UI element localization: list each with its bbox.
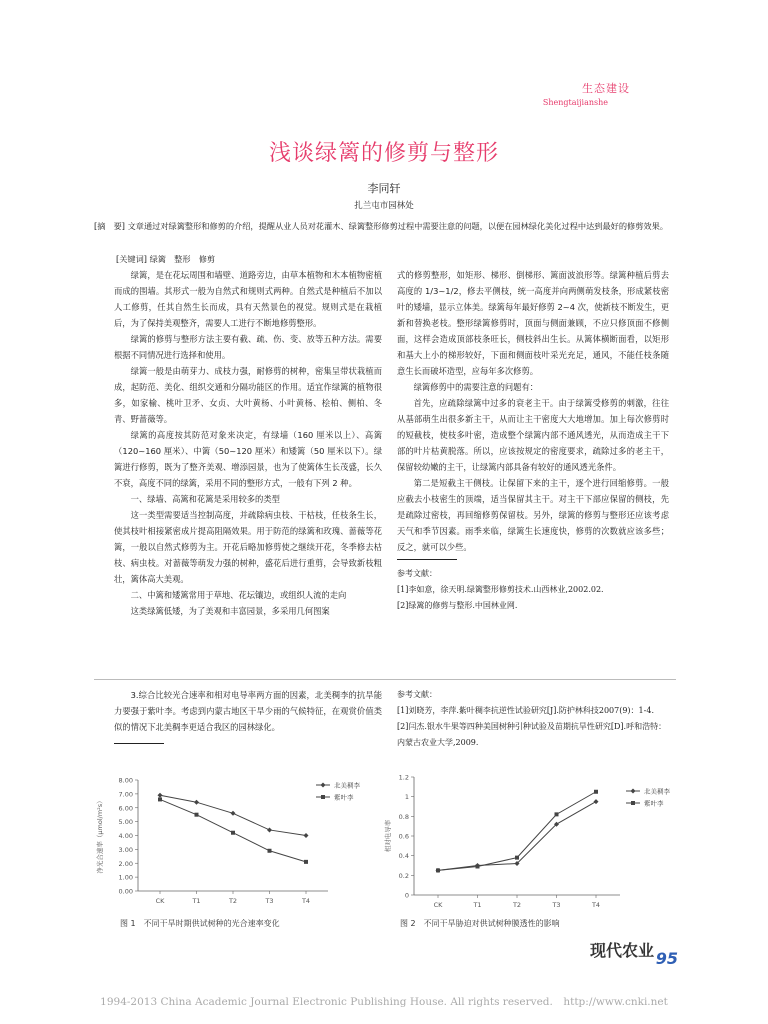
y-tick-label: 5.00 <box>118 818 133 827</box>
paragraph: 绿篱的修剪与整形方法主要有截、疏、伤、变、放等五种方法。需要根据不同情况进行选择和使用。 <box>114 334 382 360</box>
series-line <box>438 802 596 871</box>
data-point <box>194 800 199 805</box>
data-point <box>304 833 309 838</box>
paragraph: 3.综合比较光合速率和相对电导率两方面的因素，北美稠李的抗旱能力要强于紫叶李。考虑到内蒙古地区干旱少雨的气候特征，在观赏价值类似的情况下北美稠李更适合我区的园林绿化。 <box>114 690 382 732</box>
legend-marker <box>631 789 636 794</box>
series-line <box>160 799 306 861</box>
x-tick-label: T2 <box>512 901 522 909</box>
figure-2-chart <box>382 765 678 935</box>
y-tick-label: 0.00 <box>118 887 133 896</box>
figure-1-caption: 图 1 不同干旱时期供试树种的光合速率变化 <box>120 919 280 928</box>
y-tick-label: 0.6 <box>398 832 409 841</box>
legend-marker <box>321 795 325 799</box>
x-tick-label: T4 <box>301 897 311 905</box>
x-tick-label: T1 <box>192 897 201 905</box>
reference-item: [2]闫杰.银水牛果等四种美国树种引种试验及苗期抗旱性研究[D].呼和浩特：内蒙古农业大学,2009. <box>397 722 667 747</box>
reference-item: [2]绿篱的修剪与整形.中国林业网. <box>397 601 518 610</box>
paragraph: 绿篱的高度按其防范对象来决定，有绿墙（160 厘米以上）、高篱（120~160 厘米）、中篱（50~120 厘米）和矮篱（50 厘米以下）。绿篱进行修剪，既为了整齐美观、增添园景，也为了使篱体生长茂盛，长久不衰，高度不同的绿篱，采用不同的整形方式，一般有下列 2 种。 <box>114 430 382 488</box>
legend-marker <box>631 801 635 805</box>
data-point <box>476 864 480 868</box>
references-label: 参考文献： <box>397 690 437 699</box>
data-point <box>158 797 162 801</box>
y-tick-label: 4.00 <box>118 832 133 840</box>
abstract <box>94 218 676 234</box>
data-point <box>231 831 235 835</box>
legend-marker <box>321 783 326 788</box>
article-title: 浅谈绿篱的修剪与整形 <box>268 141 499 166</box>
article-separator <box>94 679 676 680</box>
y-tick-label: 1 <box>404 793 409 802</box>
x-tick-label: T3 <box>265 897 274 905</box>
references-label: 参考文献： <box>397 569 437 578</box>
y-axis-label: 相对电导率 <box>384 819 392 853</box>
y-tick-label: 7.00 <box>118 790 133 799</box>
figure-2-caption: 图 2 不同干旱胁迫对供试树种膜透性的影响 <box>400 919 560 928</box>
y-tick-label: 1.2 <box>398 773 409 782</box>
data-point <box>436 868 440 872</box>
data-point <box>594 799 599 804</box>
keywords-label: [关键词] <box>116 254 147 264</box>
data-point <box>555 812 559 816</box>
paragraph: 绿篱修剪中的需要注意的问题有： <box>413 382 539 392</box>
data-point <box>304 860 308 864</box>
y-axis-label: 净光合速率（μmol/m²s） <box>96 797 104 874</box>
figure-1-chart <box>90 765 380 935</box>
right-column <box>397 267 669 614</box>
paragraph: 这一类型需要适当控制高度，并疏除病虫枝、干枯枝，任枝条生长，使其枝叶相接紧密成片提高阻隔效果。用于防范的绿篱和玫瑰、蔷薇等花篱，一般以自然式修剪为主。开花后略加修剪使之继续开花，冬季修去枯枝、病虫枝。对蔷薇等萌发力强的树种，盛花后进行重剪，会导致新枝粗壮，篱体高大美观。 <box>114 510 382 584</box>
y-tick-label: 1.00 <box>118 873 133 882</box>
section-divider <box>114 743 164 744</box>
abstract-text: 文章通过对绿篱整形和修剪的介绍，提醒从业人员对花灌木、绿篱整形修剪过程中需要注意的问题，以便在园林绿化美化过程中达到最好的修剪效果。 <box>127 221 668 231</box>
legend-label: 北美稠李 <box>644 787 670 796</box>
author-organization: 扎兰屯市园林处 <box>354 201 414 211</box>
paragraph: 绿篱一般是由萌芽力、成枝力强，耐修剪的树种，密集呈带状栽植而成，起防范、美化、组织交通和分隔功能区的作用。适宜作绿篱的植物很多，如家榆、桃叶卫矛、女贞、大叶黄杨、小叶黄杨、桧柏、侧柏、冬青、野蔷薇等。 <box>114 366 382 424</box>
x-tick-label: CK <box>155 897 165 905</box>
y-tick-label: 3.00 <box>118 845 133 854</box>
x-tick-label: T3 <box>552 901 561 909</box>
y-tick-label: 0.2 <box>398 871 409 880</box>
legend-label: 北美稠李 <box>334 781 360 790</box>
paragraph: 式的修剪整形，如矩形、梯形、倒梯形、篱面波浪形等。绿篱种植后剪去高度的 1/3~1/2，修去平侧枝，统一高度并向两侧萌发枝条，形成紧枝密叶的矮墙，显示立体美。绿篱每年最好修剪 2~4 次，使新枝不断发生，更新和替换老枝。整形绿篱修剪时，顶面与侧面兼顾，不应只修顶面不修侧面，这样会造成顶部枝条旺长，侧枝斜出生长。从篱体横断面看，以矩形和基大上小的梯形较好，下面和侧面枝叶采光充足，通风，不能任枝条随意生长而破坏造型，应每年多次修剪。 <box>397 270 669 376</box>
keywords-text: 绿篱 整形 修剪 <box>149 254 216 264</box>
data-point <box>195 813 199 817</box>
reference-item: [1]刘晓芳，李萍.紫叶稠李抗逆性试验研究[J].防护林科技2007(9)：1-4. <box>397 706 654 715</box>
reference-item: [1]李如意，徐天明.绿篱整形修剪技术.山西林业,2002.02. <box>397 585 604 594</box>
data-point <box>267 827 272 832</box>
paragraph: 绿篱，是在花坛周围和墙壁、道路旁边，由草本植物和木本植物密植而成的围墙。其形式一般为自然式和规则式两种。自然式是种植后不加以人工修剪，任其自然生长而成，具有天然景色的视觉。规则式是在栽植后，为了保持美观整齐，需要人工进行不断地修剪整形。 <box>114 270 382 328</box>
section-heading: 二、中篱和矮篱常用于草地、花坛镶边，或组织人流的走向 <box>130 590 347 600</box>
paragraph: 第二是短截主干侧枝。让保留下来的主干，逐个进行回缩修剪。一般应截去小枝密生的顶端，适当保留其主干。对主干下部应保留的侧枝，先是疏除过密枝，再回缩修剪保留枝。另外，绿篱的修剪与整形还应该考虑天气和季节因素。雨季来临，绿篱生长速度快，修剪的次数就应该多些；反之，就可以少些。 <box>397 478 669 552</box>
y-tick-label: 0.8 <box>398 812 409 821</box>
data-point <box>515 856 519 860</box>
y-tick-label: 8.00 <box>118 776 133 785</box>
y-tick-label: 2.00 <box>118 859 133 868</box>
left-column <box>114 267 382 619</box>
section-category: 生态建设 <box>582 82 630 95</box>
y-tick-label: 0 <box>404 891 409 900</box>
y-tick-label: 0.4 <box>398 852 409 861</box>
section-heading: 一、绿墙、高篱和花篱是采用较多的类型 <box>130 494 280 504</box>
data-point <box>594 790 598 794</box>
author: 李同轩 <box>367 182 401 195</box>
abstract-label: [摘 要] <box>94 221 125 231</box>
x-tick-label: CK <box>433 901 443 909</box>
magazine-logo: 现代农业 <box>589 941 654 960</box>
legend-label: 紫叶李 <box>334 793 354 802</box>
data-point <box>231 811 236 816</box>
legend-label: 紫叶李 <box>644 799 664 808</box>
paragraph: 首先，应疏除绿篱中过多的衰老主干。由于绿篱受修剪的刺激，往往从基部萌生出很多新主干，从而让主干密度大大地增加。加上每次修剪时的短截枝，使枝多叶密，造成整个绿篱内部不通风透光，从而造成主干下部的叶片枯黄脱落。所以，应该按规定的密度要求，疏除过多的老主干，保留较幼嫩的主干，让绿篱内部具备有较好的通风透光条件。 <box>397 398 669 472</box>
references-top <box>397 566 669 614</box>
data-point <box>158 793 163 798</box>
copyright-footer: 1994-2013 China Academic Journal Electronic Publishing House. All rights reserved. http://www.cnki.net <box>100 996 668 1008</box>
y-tick-label: 6.00 <box>118 804 133 813</box>
lower-left-text <box>114 687 382 744</box>
x-tick-label: T2 <box>228 897 238 905</box>
paragraph: 这类绿篱低矮，为了美观和丰富园景，多采用几何图案 <box>130 606 330 616</box>
references-bottom <box>397 687 669 751</box>
x-tick-label: T1 <box>473 901 482 909</box>
data-point <box>268 849 272 853</box>
section-category-pinyin: Shengtaijianshe <box>542 98 608 107</box>
page-number: 95 <box>655 949 678 968</box>
x-tick-label: T4 <box>591 901 601 909</box>
section-divider <box>397 559 457 560</box>
keywords <box>116 254 215 265</box>
